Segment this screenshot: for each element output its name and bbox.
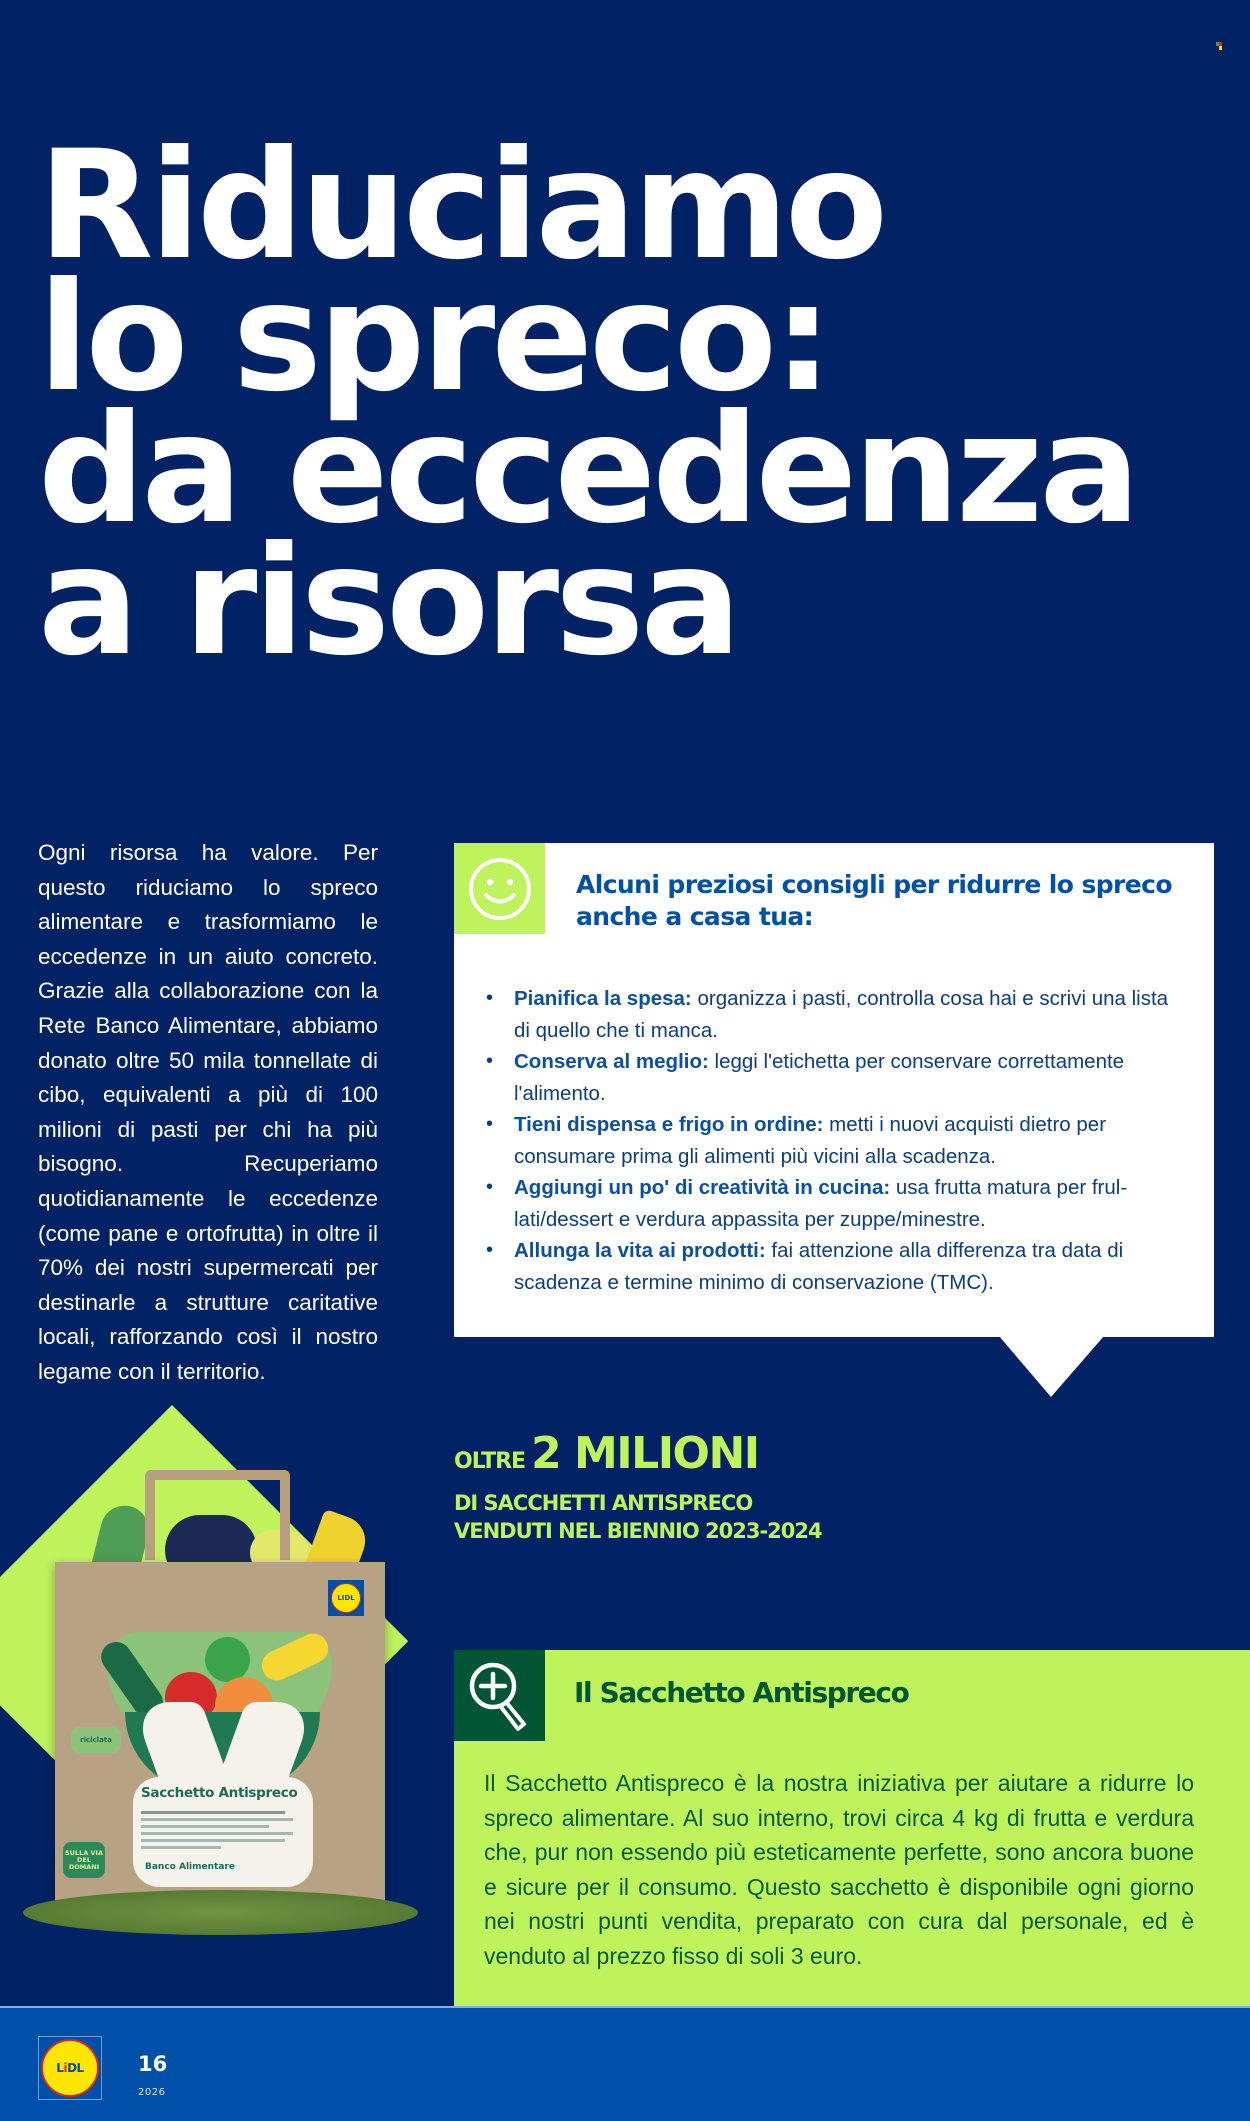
tips-list [484,983,1189,1298]
sacchetto-info-box [454,1650,1250,2007]
headline-line-2: lo spreco: [38,251,830,425]
tip-lead: Allunga la vita ai prodotti: [514,1239,766,1262]
paper-bag [55,1562,385,1907]
grass-base [23,1890,418,1935]
tip-lead: Conserva al meglio: [514,1050,709,1073]
antispreco-bag-image [25,1470,425,1935]
sulla-via-badge: SULLA VIA DEL DOMANI [63,1842,105,1878]
sacchetto-title: Il Sacchetto Antispreco [574,1676,909,1709]
page-footer [0,2006,1250,2121]
stat-line-2: DI SACCHETTI ANTISPRECO [454,1491,753,1515]
tip-item [484,1172,1189,1235]
page-year: 2026 [138,2087,166,2098]
page-headline [38,119,1138,689]
bag-lidl-logo: LIDL [328,1580,364,1616]
tip-text: leggi l'etichetta per conservare correttamente l'alimento. [514,1050,1125,1105]
stat-prefix: OLTRE [454,1449,526,1474]
tip-lead: Pianifica la spesa: [514,987,692,1010]
tip-text: usa frutta matura per frullati/dessert e verdura appassita per zuppe/minestre. [514,1176,1128,1231]
bag-handle [145,1470,290,1560]
sacchetto-description: Il Sacchetto Antispreco è la nostra iniziativa per aiutare a ridurre lo spreco alimentare. Al suo interno, trovi circa 4 kg di frutta e verdura che, pur non essendo più esteticamente perfette, sono ancora buone e sicure per il consumo. Questo sacchetto è disponibile ogni giorno nei nostri punti vendita, preparato con cura dal personale, ed è venduto al prezzo fisso di soli 3 euro. [484,1770,1194,1969]
tip-lead: Aggiungi un po' di creatività in cucina: [514,1176,891,1199]
bag-label-title: Sacchetto Antispreco [141,1785,298,1801]
tip-lead: Tieni dispensa e frigo in ordine: [514,1113,824,1136]
headline-line-3: da eccedenza [38,383,1137,557]
tip-item [484,1046,1189,1109]
magnifier-plus-icon [454,1650,545,1741]
tip-item [484,1109,1189,1172]
stat-value: 2 MILIONI [531,1428,759,1479]
tip-text: organizza i pasti, controlla cosa hai e scrivi una lista di quello che ti manca. [514,987,1169,1042]
intro-paragraph: Ogni risorsa ha valore. Per questo riduciamo lo spreco alimentare e trasformiamo le eccedenze in un aiuto concreto. Grazie alla collaborazione con la Rete Banco Alimentare, abbiamo donato oltre 50 mila tonnellate di cibo, equivalenti a più di 100 milioni di pasti per chi ha più bisogno. Recuperiamo quotidianamente le eccedenze (come pane e ortofrutta) in oltre il 70% dei nostri supermercati per destinarle a strutture caritative locali, rafforzando così il nostro legame con il territorio. [38,840,378,1384]
tip-item [484,983,1189,1046]
page-number: 16 [138,2052,168,2076]
tip-text: metti i nuovi acquisti dietro per consumare prima gli alimenti più vicini alla scadenza. [514,1113,1107,1168]
recycled-badge: riciclata [71,1727,121,1753]
tips-title: Alcuni preziosi consigli per ridurre lo spreco anche a casa tua: [576,870,1172,931]
banco-alimentare-logo: Banco Alimentare [145,1862,235,1872]
bag-label [133,1777,313,1887]
bags-sold-stat [454,1428,874,1545]
tips-callout [454,843,1214,1337]
lidl-logo: L i DL [38,2036,102,2100]
headline-line-4: a risorsa [38,515,738,689]
tip-text: fai attenzione alla differenza tra data di scadenza e termine minimo di conservazione (TMC). [514,1239,1124,1294]
headline-line-1: Riduciamo [38,119,884,293]
speech-bubble-tail [999,1336,1104,1397]
stat-line-3: VENDUTI NEL BIENNIO 2023-2024 [454,1519,822,1543]
tip-item [484,1235,1189,1298]
corner-color-mark [1216,42,1224,50]
smiley-icon [454,843,545,934]
